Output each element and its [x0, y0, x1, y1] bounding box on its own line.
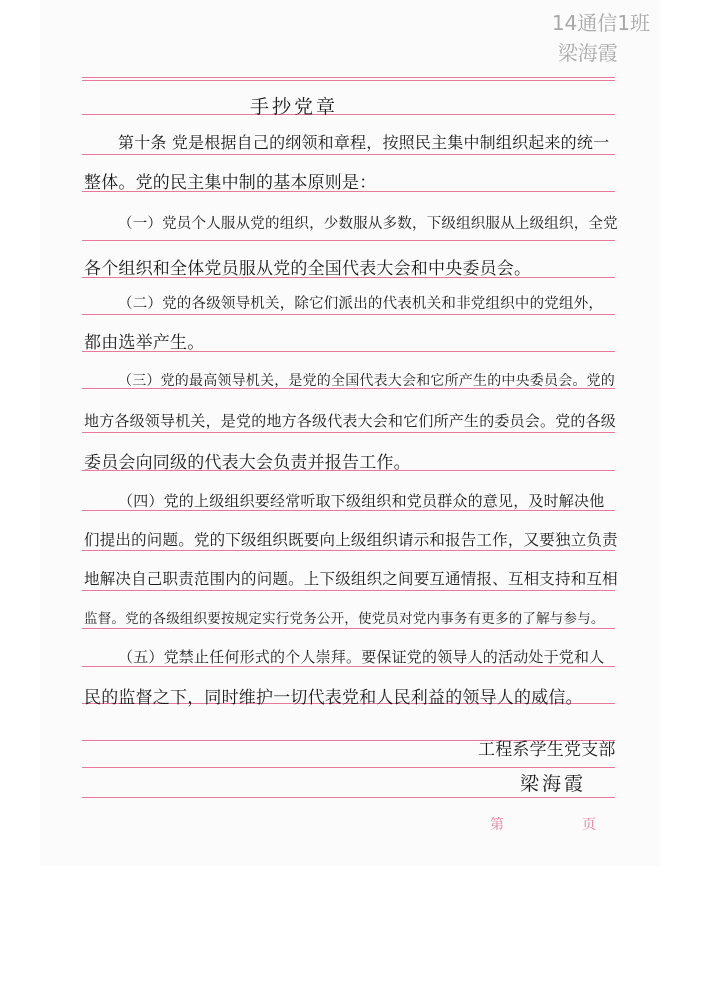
class-label: 14通信1班 — [551, 11, 650, 35]
text-line: （一）党员个人服从党的组织，少数服从多数，下级组织服从上级组织，全党 — [118, 216, 618, 232]
ruled-line — [82, 154, 615, 155]
ruled-line — [82, 797, 615, 798]
text-line: 都由选举产生。 — [84, 333, 205, 353]
text-line: 们提出的问题。党的下级组织既要向上级组织请示和报告工作，又要独立负责 — [84, 531, 618, 549]
text-line: 委员会向同级的代表大会负责并报告工作。 — [84, 453, 411, 473]
ruled-line — [82, 432, 615, 433]
student-name-label: 梁海霞 — [557, 41, 618, 65]
page-label-suffix: 页 — [582, 817, 596, 833]
text-line: 地方各级领导机关，是党的地方各级代表大会和它们所产生的委员会。党的各级 — [84, 412, 617, 430]
text-line: 整体。党的民主集中制的基本原则是： — [84, 173, 377, 193]
class-name-note — [552, 8, 650, 68]
page-title: 手抄党章 — [250, 96, 339, 118]
text-line: 第十条 党是根据自己的纲领和章程，按照民主集中制组织起来的统一 — [118, 133, 610, 152]
ruled-line — [82, 77, 615, 78]
text-line: （五）党禁止任何形式的个人崇拜。要保证党的领导人的活动处于党和人 — [118, 648, 605, 666]
ruled-line — [82, 314, 615, 315]
ruled-line — [82, 767, 615, 768]
text-line: （四）党的上级组织要经常听取下级组织和党员群众的意见，及时解决他 — [118, 492, 605, 510]
text-line: 监督。党的各级组织要按规定实行党务公开，使党员对党内事务有更多的了解与参与。 — [84, 611, 605, 627]
ruled-line — [82, 590, 615, 591]
ruled-line — [82, 240, 615, 241]
signature-name: 梁海霞 — [520, 773, 587, 795]
ruled-line — [82, 628, 615, 629]
signature-organization: 工程系学生党支部 — [478, 740, 616, 760]
page-label-prefix: 第 — [490, 817, 504, 833]
ruled-line — [82, 550, 615, 551]
ruled-line — [82, 114, 615, 115]
text-line: 民的监督之下，同时维护一切代表党和人民利益的领导人的威信。 — [84, 688, 583, 708]
text-line: （二）党的各级领导机关，除它们派出的代表机关和非党组织中的党组外， — [118, 296, 604, 312]
text-line: 地解决自己职责范围内的问题。上下级组织之间要互通情报、互相支持和互相 — [84, 570, 618, 588]
text-line: 各个组织和全体党员服从党的全国代表大会和中央委员会。 — [84, 259, 532, 279]
text-line: （三）党的最高领导机关，是党的全国代表大会和它所产生的中央委员会。党的 — [118, 373, 615, 389]
